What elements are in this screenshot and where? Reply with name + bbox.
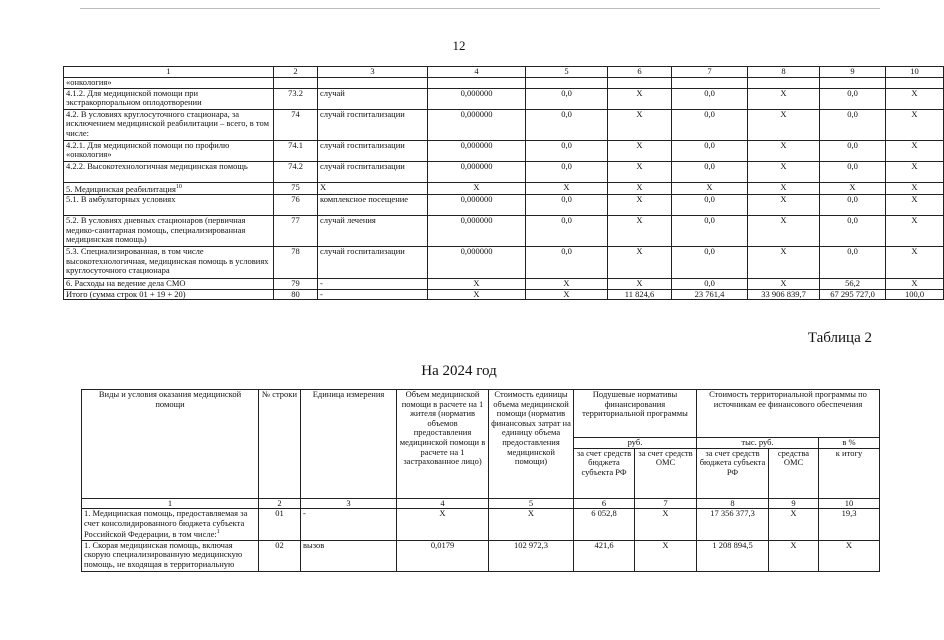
t1-cell: - [318,279,428,290]
t2-cell: 6 052,8 [574,509,635,541]
t1-cell: Х [608,161,672,182]
t1-cell: случай госпитализации [318,140,428,161]
t1-cell: 0,0 [820,109,886,140]
t1-cell: Х [886,216,944,247]
t1-cell: 4.1.2. Для медицинской помощи при экстракорпоральном оплодотворении [64,88,274,109]
t1-cell [608,77,672,88]
t2-cell: 1 208 894,5 [697,540,769,571]
t2-header-budget: за счет средств бюджета субъекта РФ [574,448,635,498]
t1-cell: 0,0 [672,279,748,290]
t2-cell: - [301,509,397,541]
table-row [82,509,880,541]
table-1 [63,66,944,300]
t1-cell: 0,0 [672,195,748,216]
t1-cell: 0,0 [526,216,608,247]
t2-cell: Х [769,509,819,541]
t1-cell: Х [886,88,944,109]
t1-cell: случай госпитализации [318,109,428,140]
t1-column-number: 2 [274,67,318,78]
t1-column-number: 5 [526,67,608,78]
table-2-label: Таблица 2 [807,330,872,346]
t1-cell: 74.2 [274,161,318,182]
table-row [64,289,944,300]
t1-cell: 0,000000 [428,140,526,161]
t1-cell: Х [886,182,944,194]
t2-header-unit-cost: Стоимость единицы объема медицинской помощи (норматив финансовых затрат на единицу объема предоставления медицинской помощи) [489,390,574,499]
t1-cell: 0,000000 [428,195,526,216]
t1-column-number: 9 [820,67,886,78]
t1-cell: Х [318,182,428,194]
year-title: На 2024 год [421,363,497,379]
t2-column-number: 2 [259,498,301,509]
t1-cell: 0,0 [820,88,886,109]
t2-cell: 17 356 377,3 [697,509,769,541]
t2-column-number: 5 [489,498,574,509]
t1-cell: комплексное посещение [318,195,428,216]
t1-cell: 74.1 [274,140,318,161]
t2-header-to-total: к итогу [819,448,880,498]
t1-cell [820,77,886,88]
t1-cell: Х [748,140,820,161]
t2-column-number: 9 [769,498,819,509]
t1-cell: 0,000000 [428,161,526,182]
t2-cell: 421,6 [574,540,635,571]
t2-cell: 0,0179 [397,540,489,571]
t2-cell: 19,3 [819,509,880,541]
t1-cell: Х [428,279,526,290]
t1-cell [318,77,428,88]
t1-cell: 5.1. В амбулаторных условиях [64,195,274,216]
t1-column-number: 10 [886,67,944,78]
top-rule [80,8,880,9]
t1-cell: 78 [274,247,318,279]
t1-cell: 67 295 727,0 [820,289,886,300]
t1-cell: Х [428,289,526,300]
t1-cell: Х [428,182,526,194]
t1-cell: Х [526,289,608,300]
t1-cell [274,77,318,88]
t2-header-oms: за счет средств ОМС [635,448,697,498]
t1-cell: Итого (сумма строк 01 + 19 + 20) [64,289,274,300]
t1-cell: 73.2 [274,88,318,109]
t1-cell [672,77,748,88]
t1-cell: 5.2. В условиях дневных стационаров (первичная медико-санитарная помощь, специализированная медицинская помощь) [64,216,274,247]
t1-cell: Х [608,216,672,247]
t1-cell: Х [748,88,820,109]
t1-cell: Х [526,182,608,194]
t1-cell: 74 [274,109,318,140]
t1-cell: Х [748,247,820,279]
t1-cell: 100,0 [886,289,944,300]
t2-column-number: 8 [697,498,769,509]
t1-cell: Х [526,279,608,290]
t1-cell: Х [886,247,944,279]
t1-cell: 4.2.1. Для медицинской помощи по профилю «онкология» [64,140,274,161]
t1-cell: Х [748,279,820,290]
t1-column-number: 8 [748,67,820,78]
table-row [64,161,944,182]
t2-cell: 01 [259,509,301,541]
t1-cell: Х [672,182,748,194]
t1-cell: 77 [274,216,318,247]
t2-header-per-capita: Подушевые нормативы финансирования территориальной программы [574,390,697,438]
t2-header-types: Виды и условия оказания медицинской помощи [82,390,259,499]
t2-cell: 102 972,3 [489,540,574,571]
t1-cell: 75 [274,182,318,194]
t1-cell [886,77,944,88]
t1-cell: Х [748,182,820,194]
t1-cell: Х [886,195,944,216]
t1-cell [428,77,526,88]
t1-cell: 5.3. Специализированная, в том числе высокотехнологичная, медицинская помощь в условиях круглосуточного стационара [64,247,274,279]
t1-cell: случай лечения [318,216,428,247]
t2-cell: 1. Скорая медицинская помощь, включая скорую специализированную медицинскую помощь, не входящая в территориальную [82,540,259,571]
table-row [64,182,944,194]
t1-cell: 0,0 [526,195,608,216]
t1-cell: случай [318,88,428,109]
table-2 [81,389,880,572]
table-row [64,140,944,161]
t2-column-number: 1 [82,498,259,509]
t1-cell: 80 [274,289,318,300]
t1-cell: 0,0 [672,140,748,161]
t2-cell: Х [635,509,697,541]
t1-cell: 0,0 [672,88,748,109]
t1-cell: Х [820,182,886,194]
t1-cell: 0,0 [820,140,886,161]
t1-cell: 0,0 [526,109,608,140]
t2-header-budget-cost: за счет средств бюджета субъекта РФ [697,448,769,498]
table-row [64,109,944,140]
t1-cell: 11 824,6 [608,289,672,300]
table-row [64,195,944,216]
t1-cell: Х [608,195,672,216]
t1-cell: 5. Медицинская реабилитация$^{10}$ [64,182,274,194]
table-row [64,279,944,290]
t1-cell: Х [886,161,944,182]
t1-cell [526,77,608,88]
table-row [64,216,944,247]
t2-header-thousand-rub: тыс. руб. [697,438,819,449]
footnote-mark: 10 [175,183,182,190]
t2-cell: Х [397,509,489,541]
t1-cell: 0,000000 [428,247,526,279]
t1-cell [748,77,820,88]
t1-cell: 0,0 [672,161,748,182]
t2-cell: Х [819,540,880,571]
t1-cell: Х [748,216,820,247]
t2-cell: Х [769,540,819,571]
t2-column-number: 4 [397,498,489,509]
t1-cell: 0,0 [820,247,886,279]
t1-cell: Х [608,182,672,194]
t2-column-number: 7 [635,498,697,509]
t2-column-number: 10 [819,498,880,509]
t1-column-number: 4 [428,67,526,78]
t2-cell: Х [635,540,697,571]
t1-cell: Х [748,195,820,216]
t1-column-number: 3 [318,67,428,78]
t1-cell: 23 761,4 [672,289,748,300]
t1-cell: 79 [274,279,318,290]
t1-cell: 76 [274,195,318,216]
t2-header-percent: в % [819,438,880,449]
t2-header-program-cost: Стоимость территориальной программы по источникам ее финансового обеспечения [697,390,880,438]
t1-column-numbers [64,67,944,78]
t1-cell: Х [608,247,672,279]
t1-cell: 0,0 [672,109,748,140]
t2-column-number: 6 [574,498,635,509]
t1-column-number: 1 [64,67,274,78]
t2-header-oms-cost: средства ОМС [769,448,819,498]
t1-cell: 0,0 [526,88,608,109]
t1-cell: 56,2 [820,279,886,290]
t1-cell: 0,0 [526,161,608,182]
t1-cell: Х [608,279,672,290]
t2-column-numbers [82,498,880,509]
t1-column-number: 7 [672,67,748,78]
t1-cell: Х [886,140,944,161]
t2-cell: 02 [259,540,301,571]
t1-cell: 0,0 [820,195,886,216]
t1-cell: Х [608,140,672,161]
t1-cell: 0,000000 [428,216,526,247]
t1-cell: Х [748,161,820,182]
t2-cell: 1. Медицинская помощь, предоставляемая за счет консолидированного бюджета субъекта Российской Федерации, в том числе:$^1$ [82,509,259,541]
t1-cell: Х [748,109,820,140]
t2-header-rub: руб. [574,438,697,449]
t1-cell: 0,0 [820,161,886,182]
t1-cell: Х [608,88,672,109]
t1-cell: 0,0 [526,247,608,279]
table-row [64,77,944,88]
t1-cell: 0,0 [672,247,748,279]
t2-cell: Х [489,509,574,541]
t1-column-number: 6 [608,67,672,78]
t1-cell: 0,000000 [428,88,526,109]
t1-cell: «онкология» [64,77,274,88]
t1-cell: 0,0 [526,140,608,161]
t1-cell: случай госпитализации [318,161,428,182]
table-row [82,540,880,571]
t1-cell: 0,0 [672,216,748,247]
t1-cell: 4.2.2. Высокотехнологичная медицинская помощь [64,161,274,182]
footnote-mark: 1 [216,529,220,536]
t1-cell: 4.2. В условиях круглосуточного стационара, за исключением медицинской реабилитации – всего, в том числе: [64,109,274,140]
t1-cell: 6. Расходы на ведение дела СМО [64,279,274,290]
t2-header-unit: Единица измерения [301,390,397,499]
page-number: 12 [452,38,466,53]
t1-cell: случай госпитализации [318,247,428,279]
t1-cell: 0,000000 [428,109,526,140]
t2-header-row-number: № строки [259,390,301,499]
table-row [64,247,944,279]
t1-cell: Х [886,279,944,290]
t2-cell: вызов [301,540,397,571]
t1-cell: 0,0 [820,216,886,247]
t1-cell: - [318,289,428,300]
table-row [64,88,944,109]
t2-header-volume: Объем медицинской помощи в расчете на 1 жителя (норматив объемов предоставления медицинской помощи в расчете на 1 застрахованное лицо) [397,390,489,499]
t2-column-number: 3 [301,498,397,509]
t1-cell: Х [886,109,944,140]
t1-cell: 33 906 839,7 [748,289,820,300]
t1-cell: Х [608,109,672,140]
